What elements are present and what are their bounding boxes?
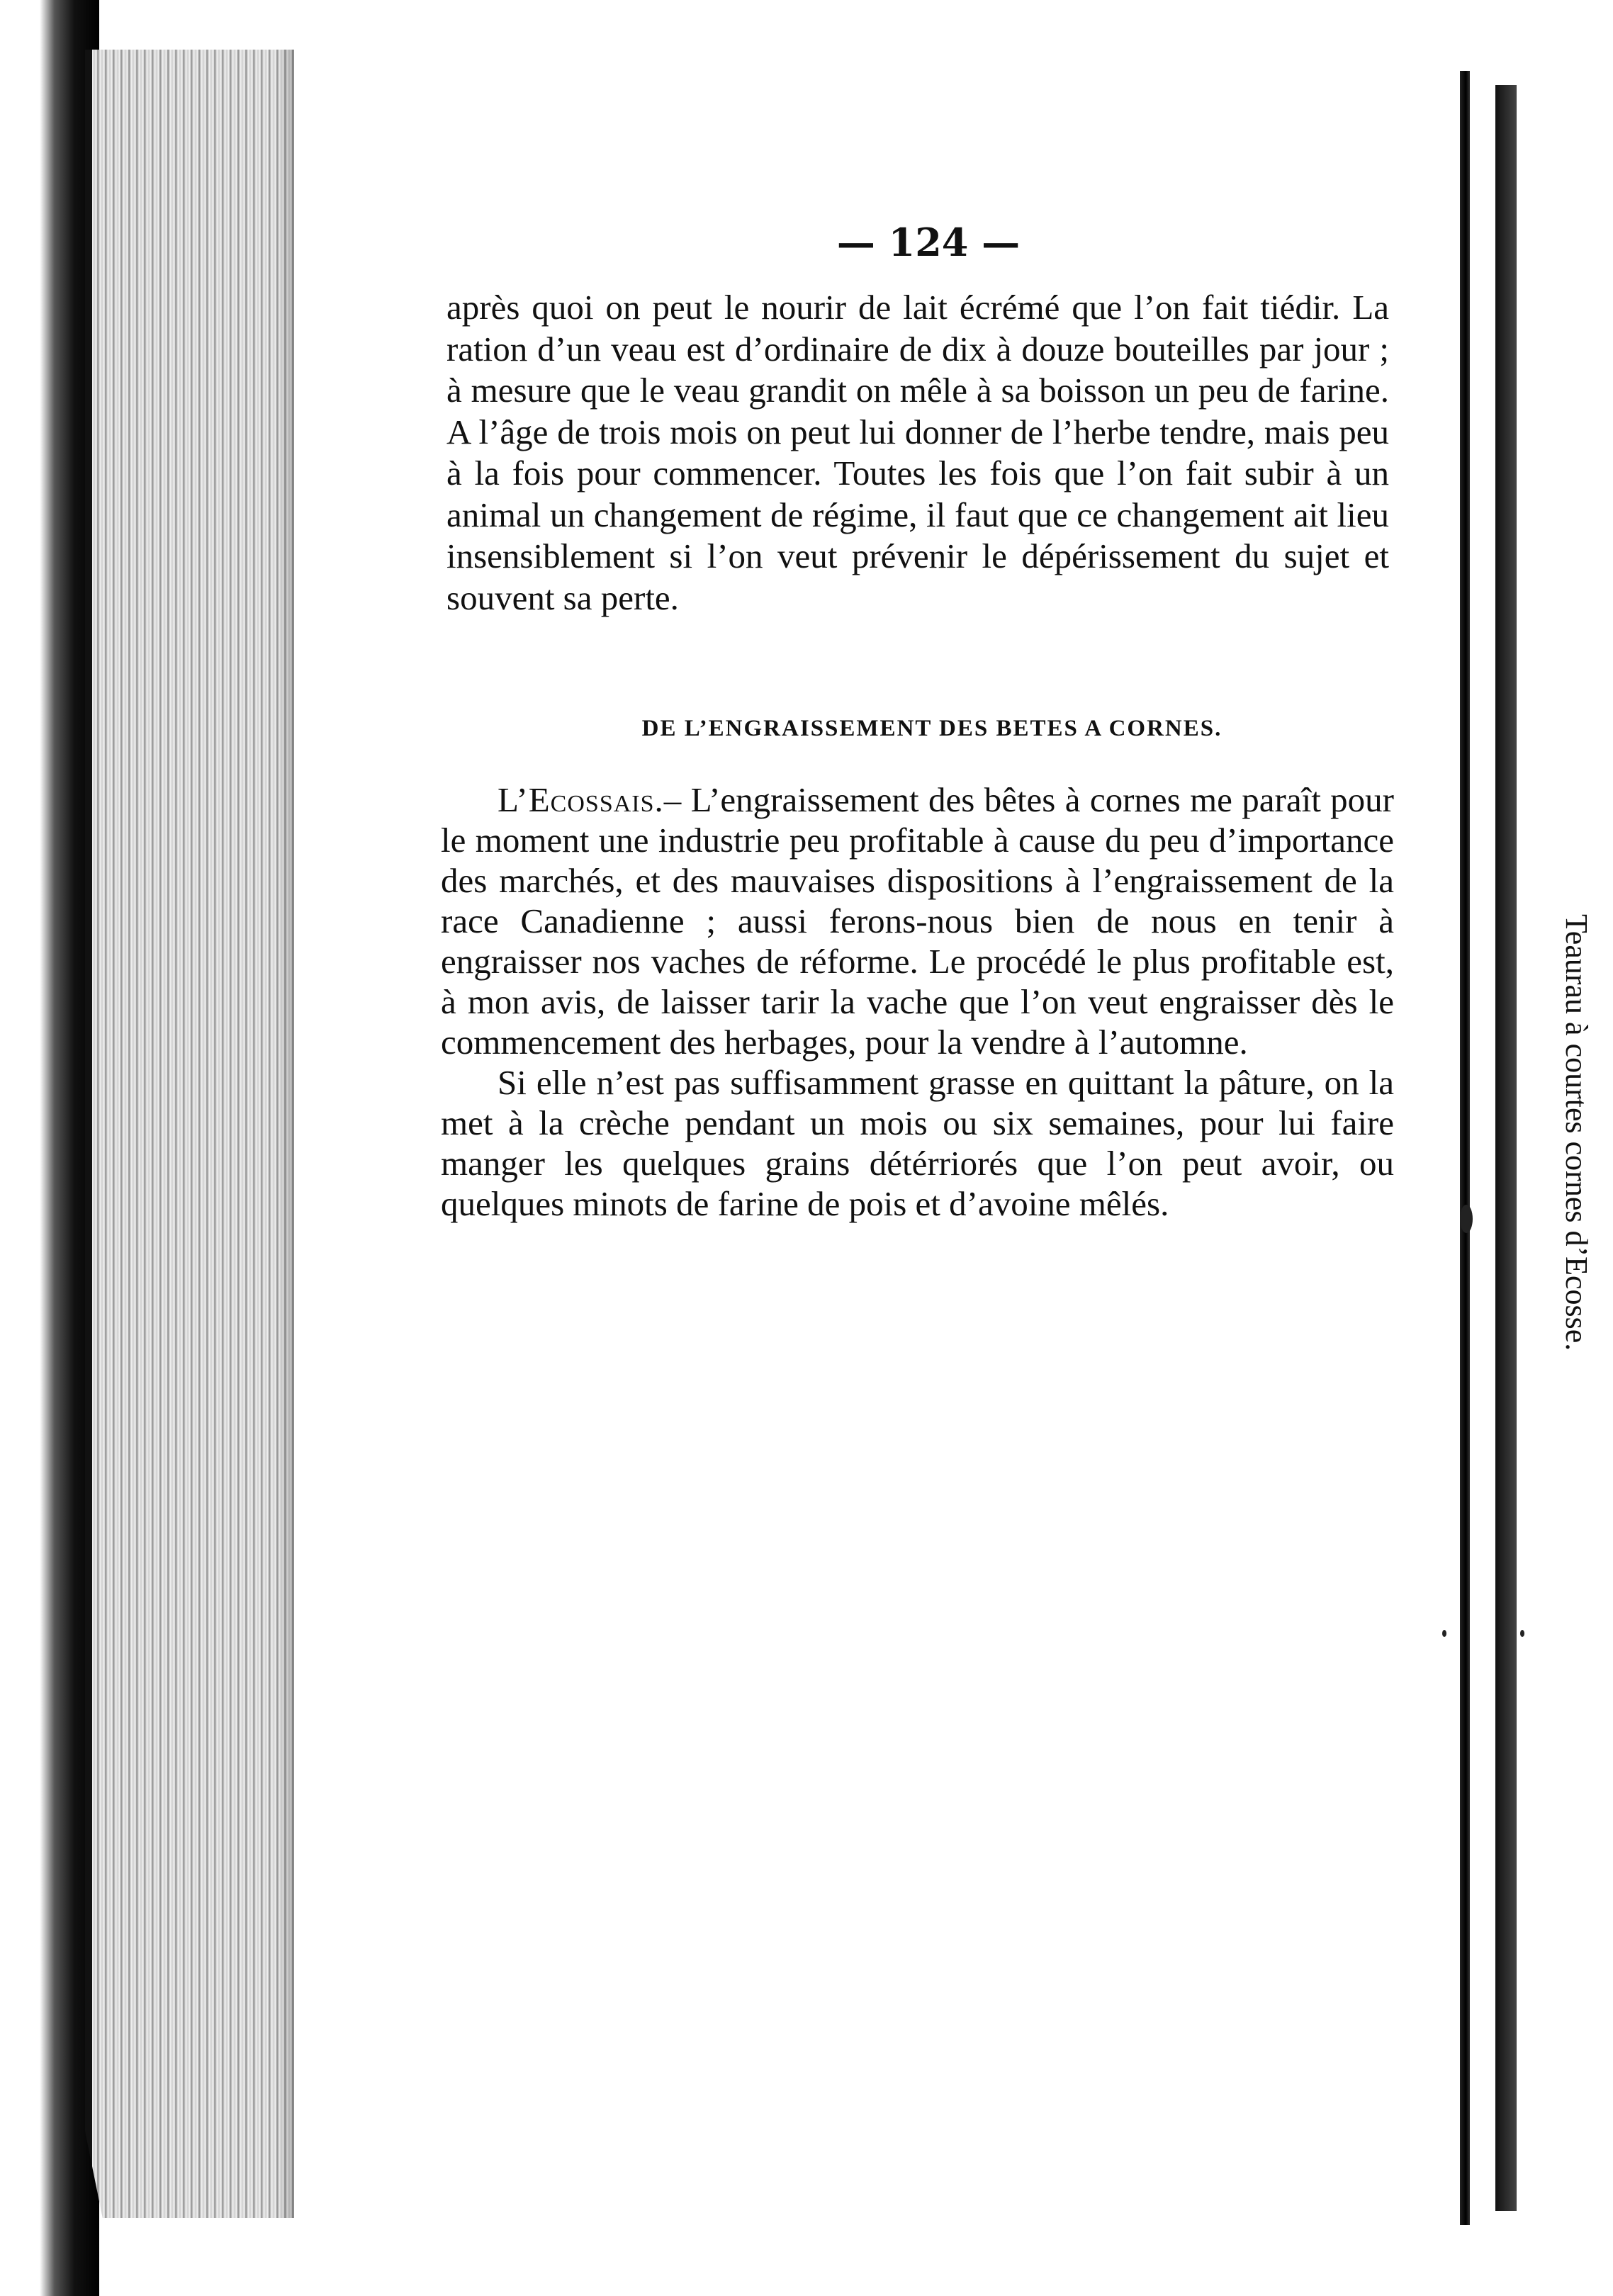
book-page-edges <box>85 50 305 2218</box>
paragraph-text: – L’engraissement des bêtes à cornes me paraît pour le moment une industrie peu profitable à cause du peu d’importance des marchés, et des mauvaises dispositions à l’engraissement de la race Canadienne ; aussi ferons-nous bien de nous en tenir à engraisser nos vaches de réforme. Le procédé le plus profitable est, à mon avis, de laisser tarir la vache que l’on veut engraisser dès le commencement des herbages, pour la vendre à l’automne. <box>441 780 1394 1062</box>
section-heading: DE L’ENGRAISSEMENT DES BETES A CORNES. <box>641 716 1223 741</box>
page-number: — 124 — <box>836 220 1021 265</box>
book-binding-shadow <box>0 0 99 2296</box>
page-fold-shadow <box>1460 71 1470 2225</box>
gutter-shadow <box>1495 85 1517 2211</box>
body-text <box>446 287 1389 619</box>
dialogue-paragraph <box>441 780 1394 1062</box>
paragraph: après quoi on peut le nourir de lait écrémé que l’on fait tiédir. La ration d’un veau est d’ordinaire de dix à douze bouteilles par jour ; à mesure que le veau grandit on mêle à sa boisson un peu de farine. A l’âge de trois mois on peut lui donner de l’herbe tendre, mais peu à la fois pour commencer. Toutes les fois que l’on fait subir à un animal un changement de régime, il faut que ce changement ait lieu insensiblement si l’on veut prévenir le dépérissement du sujet et souvent sa perte. <box>446 288 1389 617</box>
section-text <box>441 780 1394 1224</box>
paragraph: Si elle n’est pas suffisamment grasse en quittant la pâture, on la met à la crèche pendant un mois ou six semaines, pour lui faire manger les quelques grains détérriorés que l’on peut avoir, ou quelques minots de farine de pois et d’avoine mêlés. <box>441 1063 1394 1223</box>
facing-page-caption <box>1545 914 1602 1609</box>
caption-text: Teaurau à courtes cornes d’Ecosse. <box>1559 914 1594 1351</box>
speaker-name: L’Ecossais. <box>498 780 664 819</box>
ink-spot <box>1460 1205 1473 1233</box>
ink-spot <box>1520 1630 1524 1637</box>
ink-spot <box>1442 1630 1446 1637</box>
